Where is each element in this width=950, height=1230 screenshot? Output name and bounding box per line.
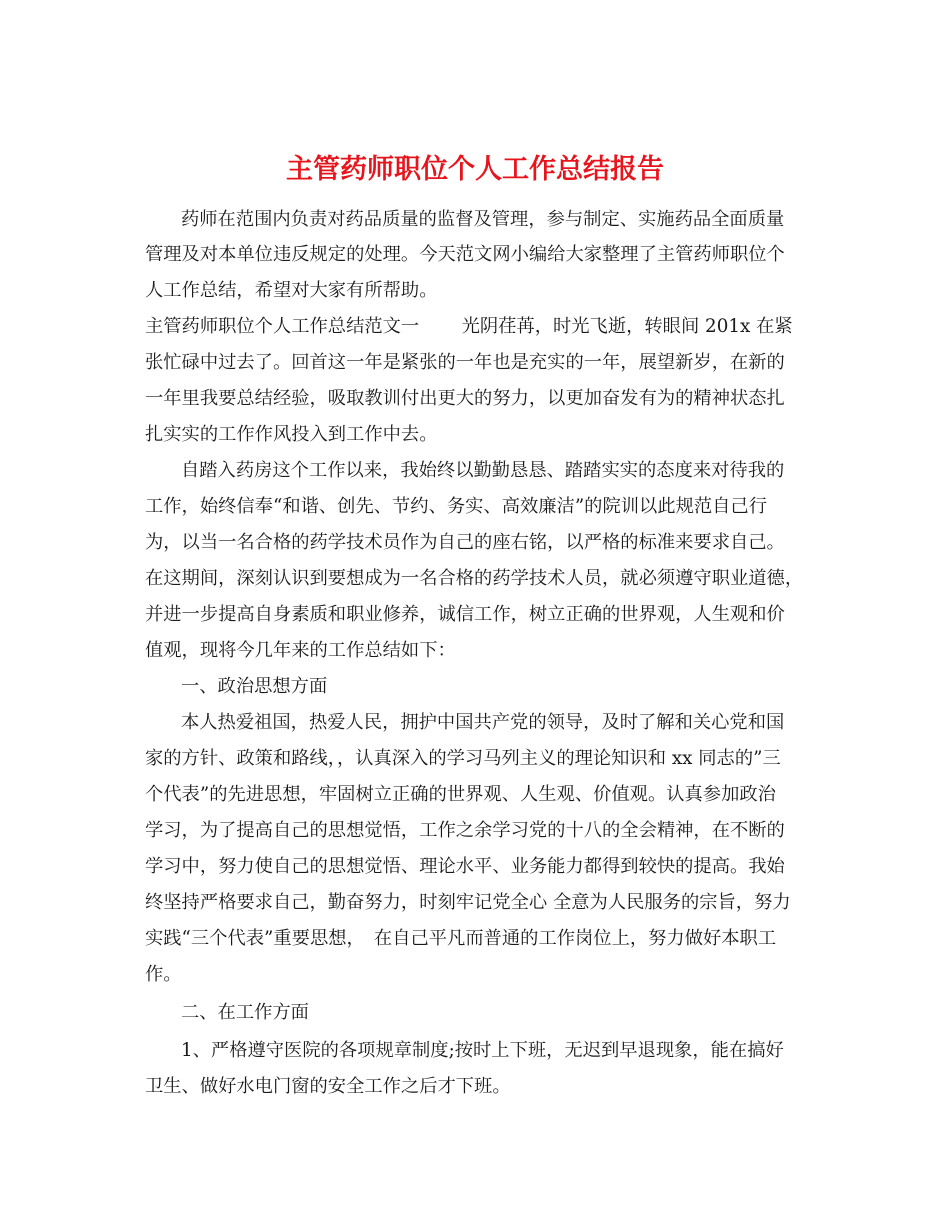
paragraph-line: 为，以当一名合格的药学技术员作为自己的座右铭，以严格的标准来要求自己。 [145,532,785,553]
section-heading: 一、政治思想方面 [181,676,328,697]
paragraph-line: 管理及对本单位违反规定的处理。今天范文网小编给大家整理了主管药师职位个 [145,244,785,265]
paragraph-line: 一年里我要总结经验，吸取教训付出更大的努力，以更加奋发有为的精神状态扎 [145,388,785,409]
paragraph-line: 1、严格遵守医院的各项规章制度;按时上下班，无迟到早退现象，能在搞好 [181,1040,784,1061]
document-title: 主管药师职位个人工作总结报告 [286,154,664,186]
paragraph-line: 工作，始终信奉“和谐、创先、节约、务实、高效廉洁”的院训以此规范自己行 [145,496,767,517]
paragraph-line: 主管药师职位个人工作总结范文一 光阴荏苒，时光飞逝，转眼间 201x 在紧 [145,316,793,337]
paragraph-line: 学习中，努力使自己的思想觉悟、理论水平、业务能力都得到较快的提高。我始 [145,856,785,877]
paragraph-line: 扎实实的工作作风投入到工作中去。 [145,424,438,445]
paragraph-line: 家的方针、政策和路线，，认真深入的学习马列主义的理论知识和 xx 同志的”三 [145,748,781,769]
paragraph-line: 并进一步提高自身素质和职业修养，诚信工作，树立正确的世界观，人生观和价 [145,604,785,625]
paragraph-line: 自踏入药房这个工作以来，我始终以勤勤恳恳、踏踏实实的态度来对待我的 [181,460,785,481]
paragraph-line: 卫生、做好水电门窗的安全工作之后才下班。 [145,1076,511,1097]
paragraph-line: 学习，为了提高自己的思想觉悟，工作之余学习党的十八的全会精神，在不断的 [145,820,785,841]
paragraph-line: 终坚持严格要求自己，勤奋努力，时刻牢记党全心 全意为人民服务的宗旨，努力 [145,892,791,913]
paragraph-line: 实践“三个代表”重要思想， 在自己平凡而普通的工作岗位上，努力做好本职工 [145,928,777,949]
paragraph-line: 在这期间，深刻认识到要想成为一名合格的药学技术人员，就必须遵守职业道德， [145,568,804,589]
paragraph-line: 本人热爱祖国，热爱人民，拥护中国共产党的领导，及时了解和关心党和国 [181,712,785,733]
paragraph-line: 人工作总结，希望对大家有所帮助。 [145,280,438,301]
paragraph-line: 作。 [145,964,182,985]
paragraph-line: 个代表”的先进思想，牢固树立正确的世界观、人生观、价值观。认真参加政治 [145,784,776,805]
paragraph-line: 药师在范围内负责对药品质量的监督及管理，参与制定、实施药品全面质量 [181,209,785,230]
paragraph-line: 张忙碌中过去了。回首这一年是紧张的一年也是充实的一年，展望新岁，在新的 [145,352,785,373]
paragraph-line: 值观，现将今几年来的工作总结如下： [145,640,456,661]
section-heading: 二、在工作方面 [181,1002,309,1023]
